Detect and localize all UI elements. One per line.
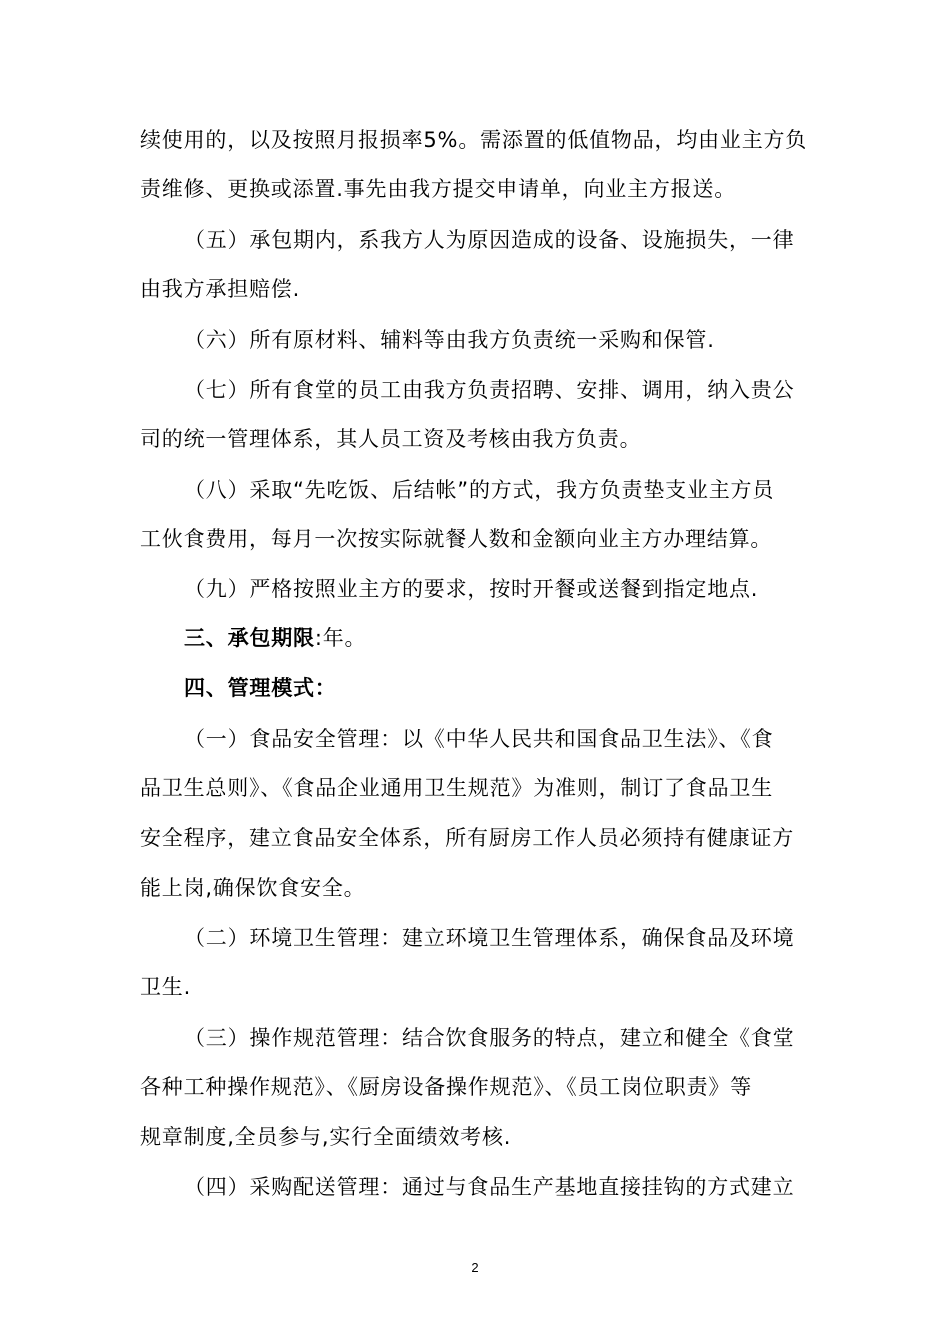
text-line: 规章制度,全员参与,实行全面绩效考核. — [140, 1125, 512, 1149]
paragraph-five: （五）承包期内，系我方人为原因造成的设备、设施损失，一律 — [184, 228, 795, 252]
text-line: 各种工种操作规范》、《厨房设备操作规范》、《员工岗位职责》等 — [140, 1075, 752, 1099]
section-three-heading — [184, 625, 366, 651]
section-four-heading: 四、管理模式： — [184, 676, 337, 700]
paragraph-nine: （九）严格按照业主方的要求，按时开餐或送餐到指定地点. — [184, 577, 759, 601]
paragraph-food-safety: （一）食品安全管理：以《中华人民共和国食品卫生法》、《食 — [184, 727, 774, 751]
page-number: 2 — [471, 1260, 479, 1275]
paragraph-eight: （八）采取“先吃饭、后结帐”的方式，我方负责垫支业主方员 — [184, 478, 775, 502]
text-line: 卫生. — [140, 975, 192, 999]
paragraph-six: （六）所有原材料、辅料等由我方负责统一采购和保管. — [184, 328, 715, 352]
section-three-term: :年。 — [314, 626, 367, 650]
text-line: 能上岗,确保饮食安全。 — [140, 876, 366, 900]
paragraph-seven: （七）所有食堂的员工由我方负责招聘、安排、调用，纳入贵公 — [184, 378, 795, 402]
section-three-title: 三、承包期限 — [184, 626, 315, 650]
paragraph-procurement: （四）采购配送管理：通过与食品生产基地直接挂钩的方式建立 — [184, 1175, 795, 1199]
paragraph-environment: （二）环境卫生管理：建立环境卫生管理体系，确保食品及环境 — [184, 926, 795, 950]
text-line: 由我方承担赔偿. — [140, 277, 301, 301]
text-line: 品卫生总则》、《食品企业通用卫生规范》为准则，制订了食品卫生 — [140, 776, 773, 800]
text-line: 续使用的，以及按照月报损率5%。需添置的低值物品，均由业主方负 — [140, 128, 808, 152]
text-line: 工伙食费用，每月一次按实际就餐人数和金额向业主方办理结算。 — [140, 527, 773, 551]
text-line: 责维修、更换或添置.事先由我方提交申请单，向业主方报送。 — [140, 177, 737, 201]
text-line: 安全程序，建立食品安全体系，所有厨房工作人员必须持有健康证方 — [140, 826, 794, 850]
text-line: 司的统一管理体系，其人员工资及考核由我方负责。 — [140, 427, 642, 451]
paragraph-operations: （三）操作规范管理：结合饮食服务的特点，建立和健全《食堂 — [184, 1026, 795, 1050]
